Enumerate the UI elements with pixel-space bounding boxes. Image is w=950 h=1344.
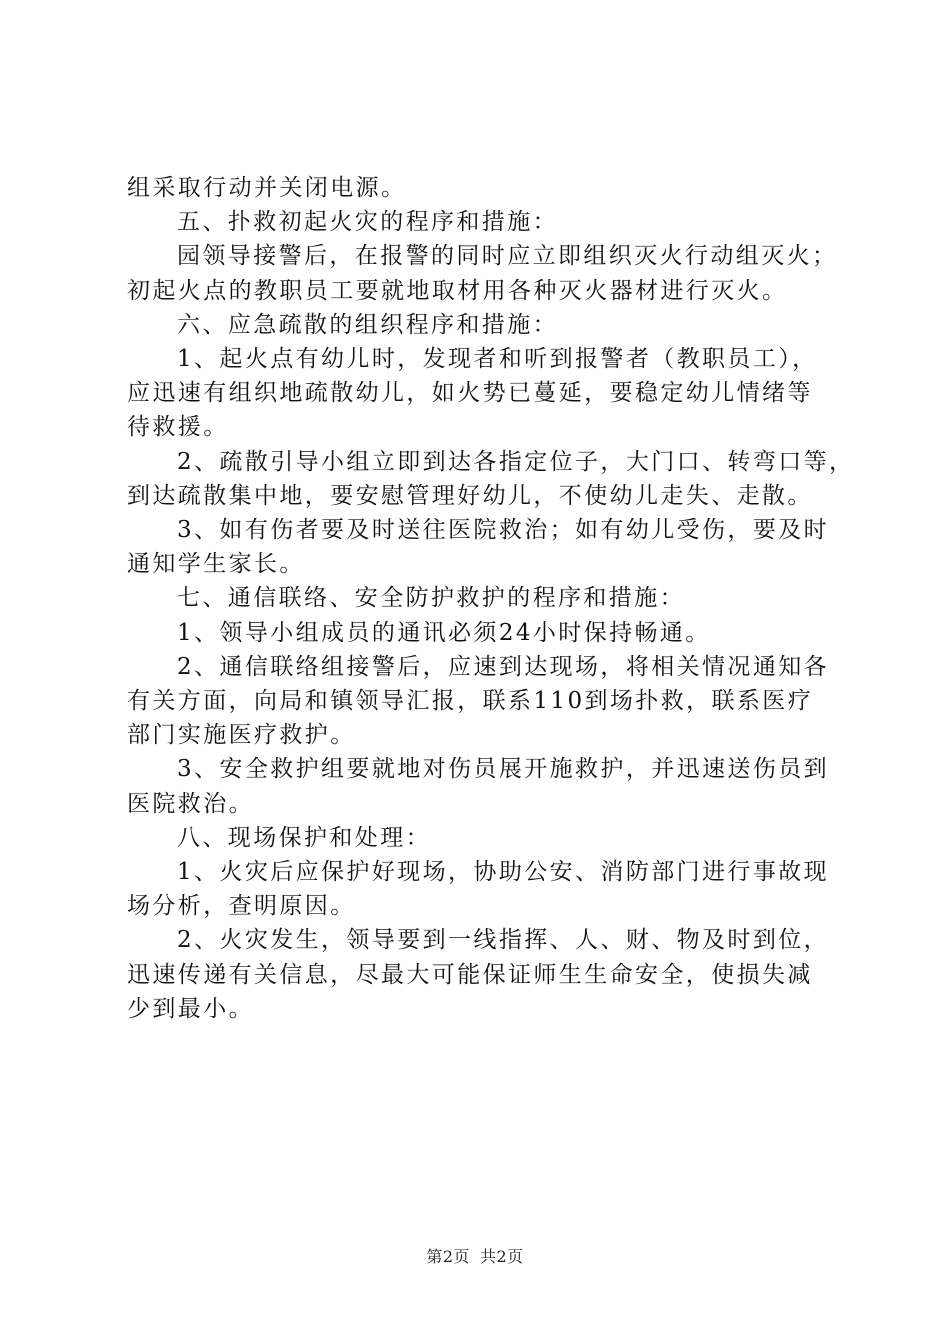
paragraph-line: 五、扑救初起火灾的程序和措施： — [177, 209, 558, 236]
paragraph-line: 迅速传递有关信息，尽最大可能保证师生生命安全，使损失减 — [127, 961, 813, 988]
paragraph-line: 园领导接警后，在报警的同时应立即组织灭火行动组灭火； — [177, 243, 838, 270]
paragraph-line: 场分析，查明原因。 — [127, 893, 356, 920]
paragraph-line: 2、通信联络组接警后，应速到达现场，将相关情况通知各 — [177, 653, 830, 680]
paragraph-line: 组采取行动并关闭电源。 — [127, 175, 407, 201]
paragraph-line: 1、火灾后应保护好现场，协助公安、消防部门进行事故现 — [177, 859, 830, 886]
paragraph-line: 应迅速有组织地疏散幼儿，如火势已蔓延，要稳定幼儿情绪等 — [127, 380, 813, 407]
paragraph-line: 初起火点的教职员工要就地取材用各种灭火器材进行灭火。 — [127, 277, 788, 304]
paragraph-line: 六、应急疏散的组织程序和措施： — [177, 311, 558, 338]
paragraph-line: 3、如有伤者要及时送往医院救治；如有幼儿受伤，要及时 — [177, 517, 830, 544]
paragraph-line: 医院救治。 — [127, 790, 254, 817]
page-number-total: 共2页 — [480, 1247, 524, 1266]
paragraph-line: 1、领导小组成员的通讯必须24小时保持畅通。 — [177, 619, 711, 646]
paragraph-line: 通知学生家长。 — [127, 551, 305, 578]
document-body — [127, 171, 855, 1026]
paragraph-line: 七、通信联络、安全防护救护的程序和措施： — [177, 585, 685, 612]
paragraph-line: 2、火灾发生，领导要到一线指挥、人、财、物及时到位， — [177, 927, 830, 954]
paragraph-line: 3、安全救护组要就地对伤员展开施救护，并迅速送伤员到 — [177, 756, 830, 783]
paragraph-line: 1、起火点有幼儿时，发现者和听到报警者（教职员工）， — [177, 346, 818, 373]
paragraph-line: 2、疏散引导小组立即到达各指定位子，大门口、转弯口等， — [177, 448, 855, 475]
paragraph-line: 有关方面，向局和镇领导汇报，联系110到场扑救，联系医疗 — [127, 688, 814, 715]
paragraph-line: 待救援。 — [127, 414, 229, 441]
paragraph-line: 到达疏散集中地，要安慰管理好幼儿，不使幼儿走失、走散。 — [127, 482, 813, 509]
paragraph-line: 部门实施医疗救护。 — [127, 722, 356, 749]
page-number-current: 第2页 — [426, 1247, 470, 1266]
paragraph-line: 八、现场保护和处理： — [177, 824, 431, 851]
paragraph-line: 少到最小。 — [127, 995, 254, 1022]
page-footer — [0, 1244, 950, 1267]
